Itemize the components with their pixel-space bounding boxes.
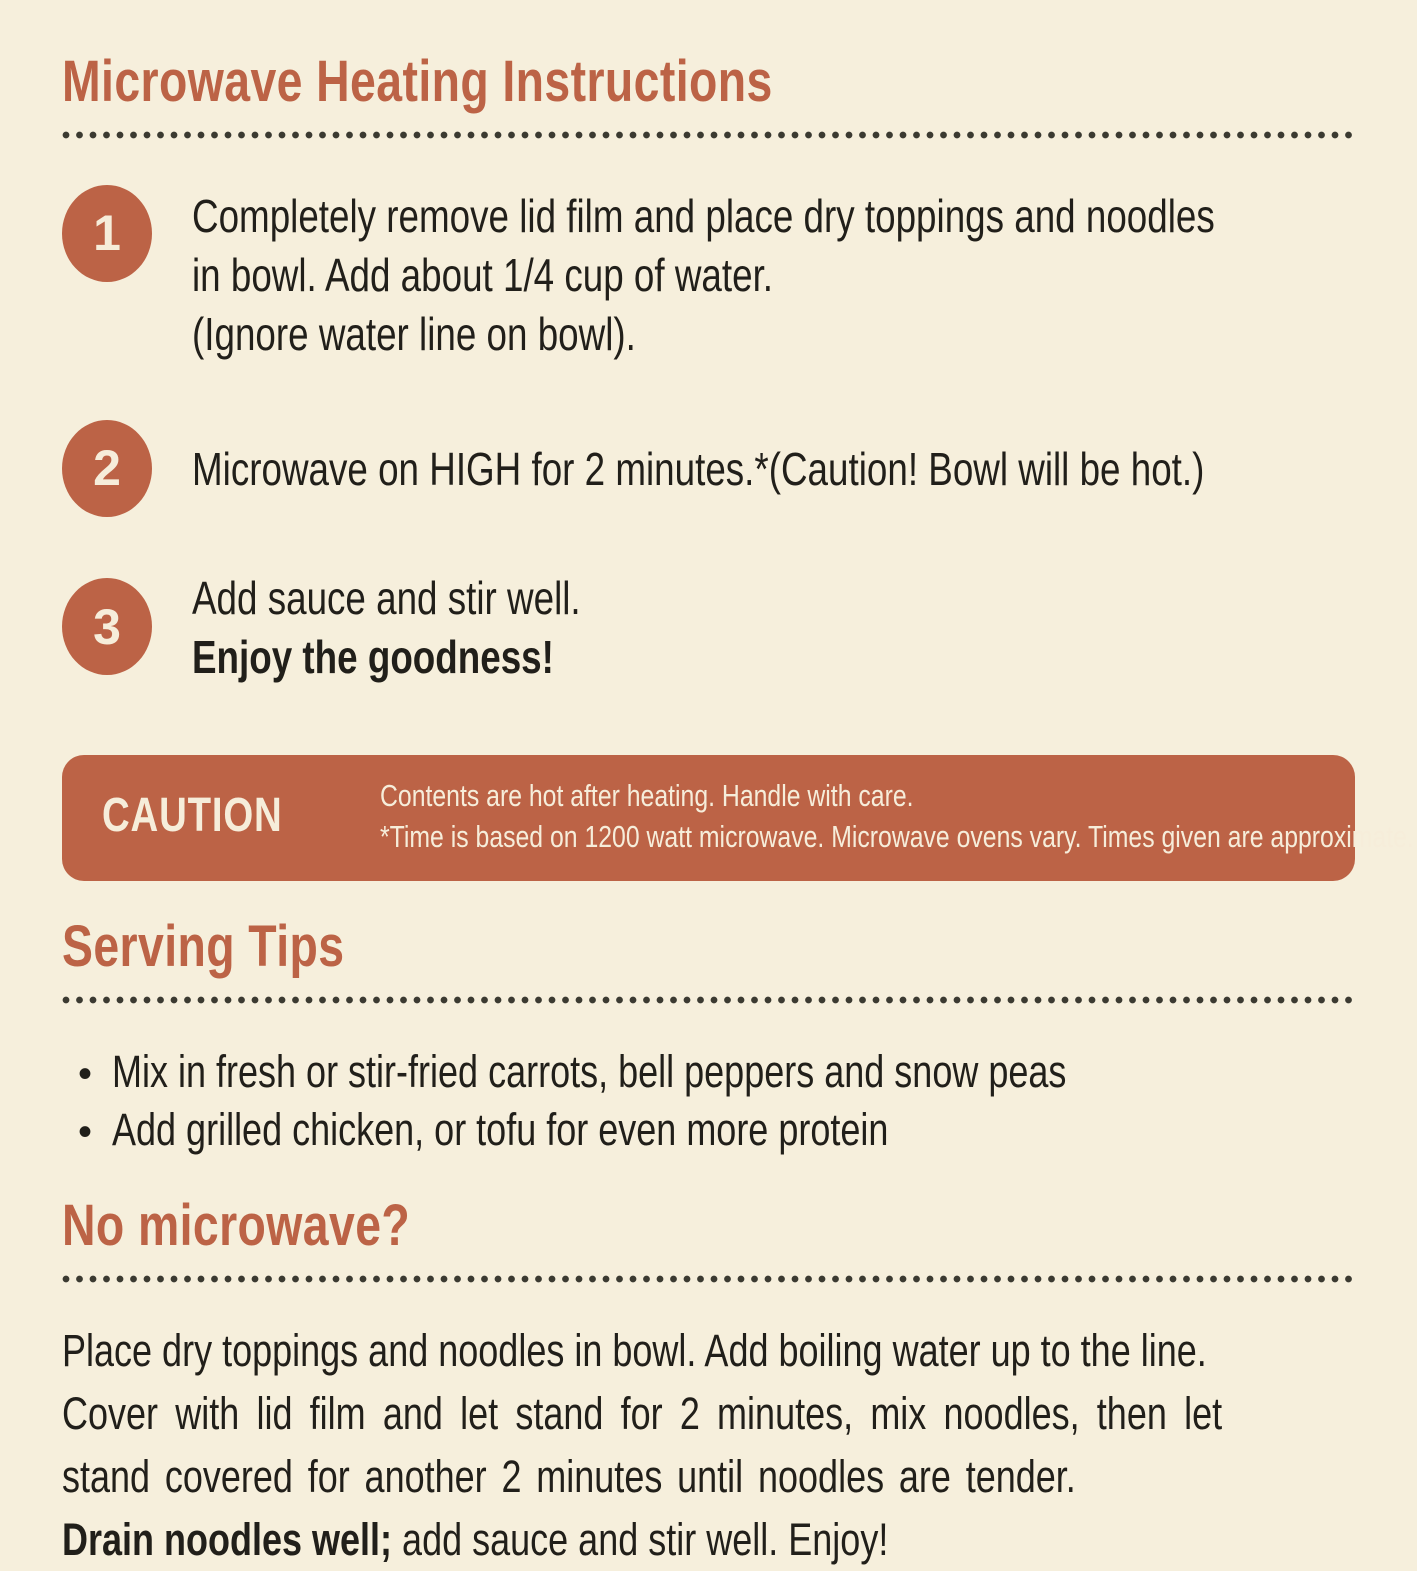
caution-banner [62, 755, 1414, 881]
step-1-line-3: (Ignore water line on bowl). [192, 307, 636, 360]
step-3-line-1: Add sauce and stir well. [192, 571, 581, 624]
serving-tip-text-1: Mix in fresh or stir-fried carrots, bell peppers and snow peas [112, 1045, 1067, 1097]
heating-steps-list [62, 185, 1355, 687]
step-text-2 [192, 438, 1417, 499]
step-number-1: 1 [93, 205, 121, 262]
bullet-dot-icon: • [78, 1051, 93, 1096]
step-number-badge-3 [62, 578, 152, 675]
serving-tip-item-2 [78, 1102, 1355, 1160]
step-item-2 [62, 420, 1355, 517]
serving-tip-item-1 [78, 1044, 1355, 1102]
no-microwave-line-4 [62, 1508, 1355, 1571]
dotted-divider [62, 131, 1355, 139]
step-3-line-2: Enjoy the goodness! [192, 630, 554, 683]
step-number-2: 2 [93, 440, 121, 497]
no-microwave-title: No microwave? [62, 1192, 411, 1258]
drain-noodles-bold-text: Drain noodles well; [62, 1513, 393, 1565]
no-microwave-line-1: Place dry toppings and noodles in bowl. Add boiling water up to the line. [62, 1324, 1207, 1376]
step-1-line-2: in bowl. Add about 1/4 cup of water. [192, 248, 774, 301]
step-text-3 [192, 567, 678, 687]
no-microwave-section [62, 1194, 1355, 1571]
step-text-1 [192, 185, 1417, 364]
step-item-1 [62, 185, 1355, 364]
step-2-line-1: Microwave on HIGH for 2 minutes.*(Caution! Bowl will be hot.) [192, 442, 1205, 495]
step-number-3: 3 [93, 598, 121, 655]
dotted-divider [62, 996, 1355, 1004]
no-microwave-paragraph [62, 1319, 1355, 1571]
step-number-badge-2 [62, 420, 152, 517]
serving-tips-title: Serving Tips [62, 913, 345, 979]
caution-line-2: *Time is based on 1200 watt microwave. Microwave ovens vary. Times given are approximate. [379, 818, 1414, 854]
serving-tip-text-2: Add grilled chicken, or tofu for even more protein [112, 1103, 889, 1155]
no-microwave-line-3: stand covered for another 2 minutes until noodles are tender. [62, 1450, 1076, 1502]
caution-label: CAUTION [102, 789, 283, 843]
serving-tips-list [62, 1044, 1355, 1160]
serving-tips-section [62, 915, 1355, 1160]
caution-text [380, 775, 1417, 857]
no-microwave-line-2: Cover with lid film and let stand for 2 minutes, mix noodles, then let [62, 1387, 1223, 1439]
dotted-divider [62, 1275, 1355, 1283]
step-1-line-1: Completely remove lid film and place dry toppings and noodles [192, 189, 1215, 242]
heating-section-title-text: Microwave Heating Instructions [62, 49, 773, 114]
bullet-dot-icon: • [78, 1109, 93, 1154]
step-item-3 [62, 567, 1355, 687]
heating-section-title [62, 50, 1355, 115]
drain-noodles-rest-text: add sauce and stir well. Enjoy! [392, 1513, 889, 1565]
step-number-badge-1 [62, 185, 152, 282]
caution-line-1: Contents are hot after heating. Handle with care. [379, 777, 914, 813]
